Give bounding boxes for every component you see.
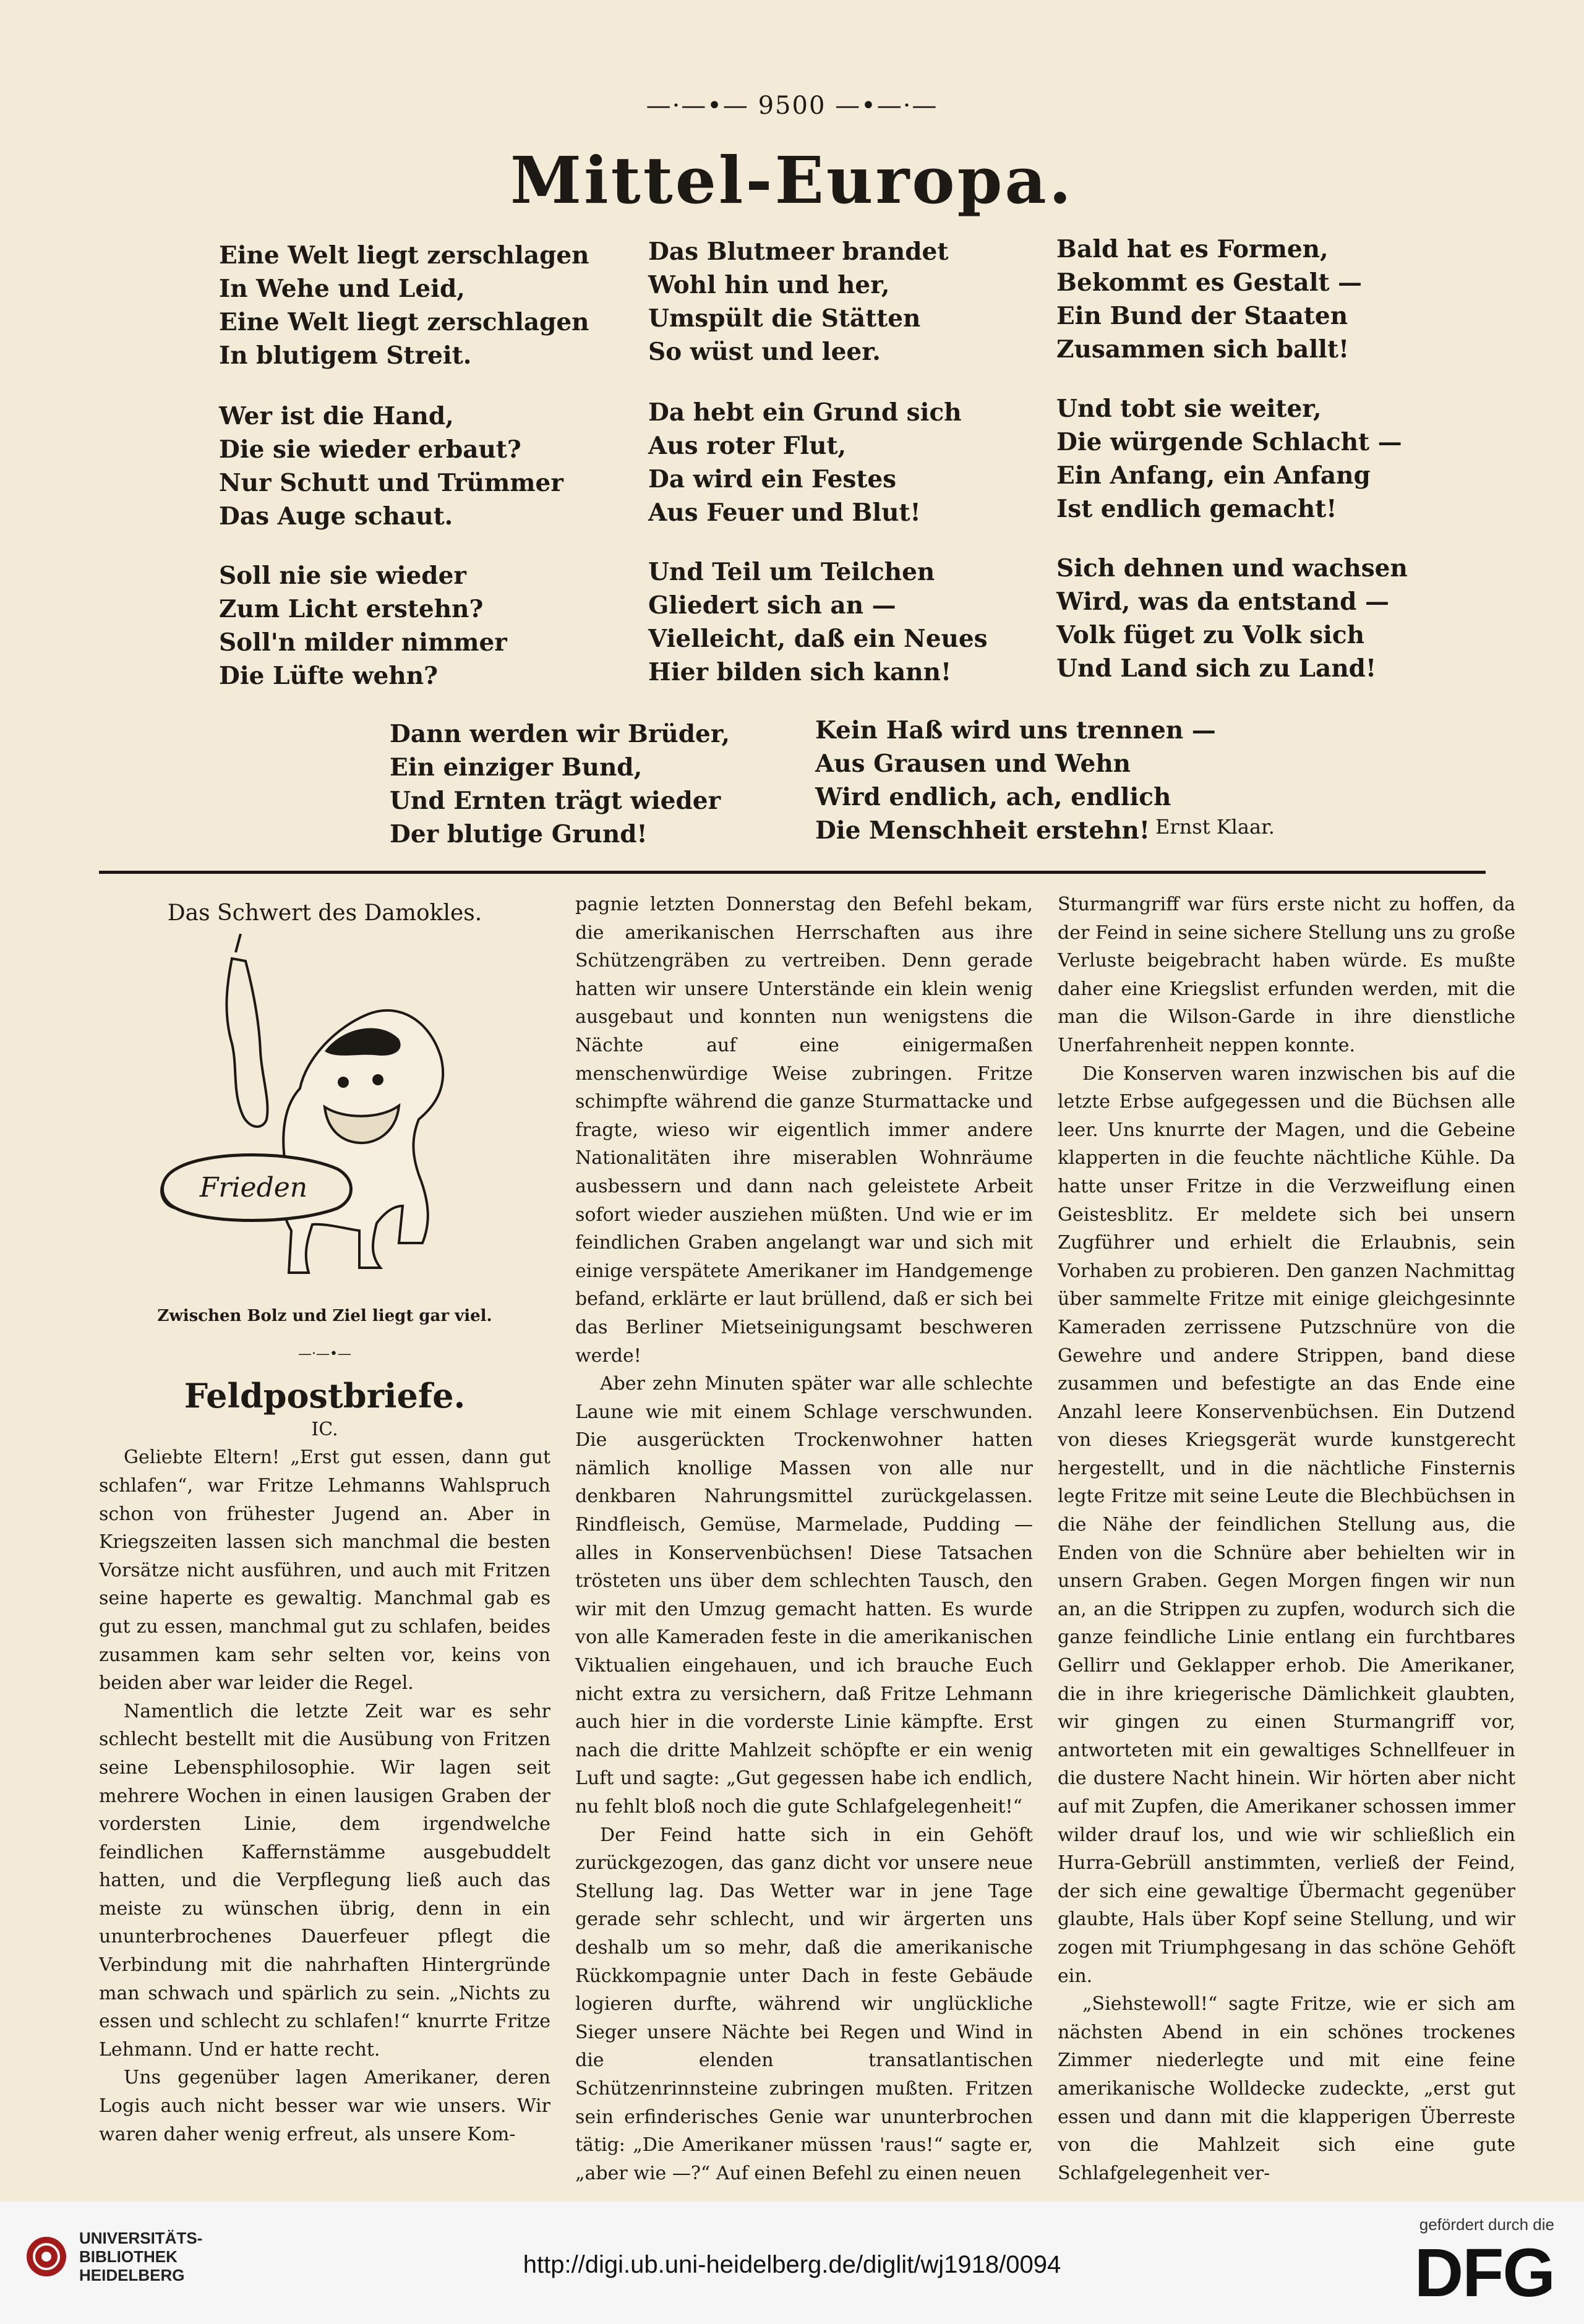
poem-line: Wer ist die Hand, [219,402,454,430]
poem-line: Und Teil um Teilchen [648,558,935,586]
article-column-2 [575,891,1033,2187]
article-column-1 [99,891,550,2148]
section-divider [99,871,1486,874]
page-number: —·—•— 9500 —•—·— [646,92,938,120]
poem-stanza [219,399,563,533]
poem-line: Wohl hin und her, [648,271,890,299]
article-paragraph: Aber zehn Minuten später war alle schlechte Laune wie mit einem Schlage verschwunden. Die ausgerückten Trockenwohner hatten nämlich knollige Massen von alle nur denkbaren Nahrungsmittel zurückgelassen. Rindfleisch, Gemüse, Marmelade, Pudding — alles in Konservenbüchsen! Diese Tatsachen trösteten uns über dem schlechten Tausch, den wir mit den Umzug gemacht hatten. Es wurde von alle Kameraden feste in die amerikanischen Viktualien eingehauen, und ich brauche Euch nicht extra zu versichern, daß Fritze Lehmann auch hier in die vorderste Linie kämpfte. Erst nach die dritte Mahlzeit schöpfte er ein wenig Luft und sagte: „Gut gegessen habe ich endlich, nu fehlt bloß noch die gute Schlafgelegenheit!“ [575,1373,1033,1818]
poem-line: Das Auge schaut. [219,502,453,531]
poem-stanza [1056,233,1362,366]
poem-title: Mittel-Europa. [510,142,1074,218]
poem-line: Da wird ein Festes [648,465,897,493]
cartoon-title: Das Schwert des Damokles. [167,900,482,926]
poem-line: Da hebt ein Grund sich [648,398,962,427]
sponsor-block [1414,2215,1554,2311]
article-paragraph: pagnie letzten Donnerstag den Befehl bekam, die amerikanischen Herrschaften aus ihre Schützengräben zu vertreiben. Denn gerade hatten wir unsere Unterstände ein klein wenig ausgebaut und konnten nun wenigstens die Nächte auf eine einigermaßen menschenwürdige Weise zubringen. Fritze schimpfte während die ganze Sturmattacke und fragte, wieso wir eigentlich immer andere Nationalitäten ihre miserablen Wohnräume ausbessern und dann nach geleistete Arbeit sofort wieder ausziehen müßten. Und wie er im feindlichen Graben angelangt war und sich mit einige verspätete Amerikaner im Handgemenge befand, erklärte er laut brüllend, daß er sich bei das Berliner Mietseinigungsamt beschweren werde! [575,894,1033,1367]
article-paragraph: Geliebte Eltern! „Erst gut essen, dann gut schlafen“, war Fritze Lehmanns Wahlspruch schon von frühester Jugend an. Aber in Kriegszeiten lassen sich manchmal die besten Vorsätze nicht ausführen, und auch mit Fritzen seine haperte es gewaltig. Manchmal gab es gut zu essen, manchmal gut zu schlafen, beides zusammen kam sehr selten vor, keins von beiden aber war leider die Regel. [99,1446,550,1694]
poem-line: Dann werden wir Brüder, [390,720,730,748]
article-paragraph: Uns gegenüber lagen Amerikaner, deren Logis auch nicht besser war wie unsers. Wir waren daher wenig erfreut, als unsere Kom- [99,2067,550,2145]
poem-line: Eine Welt liegt zerschlagen [219,308,589,336]
poem-line: Aus Feuer und Blut! [648,498,921,527]
poem-line: Ist endlich gemacht! [1056,495,1337,523]
poem-stanza [648,396,962,529]
poem-stanza [219,559,507,693]
poem-line: In Wehe und Leid, [219,275,465,303]
poem-line: Kein Haß wird uns trennen — [815,716,1216,745]
article-paragraph: Die Konserven waren inzwischen bis auf die letzte Erbse aufgegessen und die Büchsen alle leer. Uns knurrte der Magen, und die Gebeine klapperten in die feuchte nächtliche Kühle. Da hatte unser Fritze in die Verzweiflung einen Geistesblitz. Er meldete sich bei unsern Zugführer und erhielt die Erlaubnis, sein Vorhaben zu probieren. Den ganzen Nachmittag über sammelte Fritze mit einige gleichgesinnte Kameraden zerrissene Putzschnüre von die Gewehre und andere Strippen, band diese zusammen und befestigte an das Ende eine Anzahl leere Konservenbüchsen. Ein Dutzend von dieses Kriegsgerät wurde kunstgerecht hergestellt, und in die nächtliche Finsternis legte Fritze mit seine Leute die Blechbüchsen in die Nähe der feindlichen Stellung aus, die Enden von die Schnüre aber behielten wir in unsern Graben. Gegen Morgen fingen wir nun an, an die Strippen zu zupfen, wodurch sich die ganze feindliche Linie entlang ein furchtbares Gellirr und Geklapper erhob. Die Amerikaner, die in ihre kriegerische Dämlichkeit glaubten, wir gingen zu einen Sturmangriff vor, antworteten mit ein gewaltiges Schnellfeuer in die dustere Nacht hinein. Wir hörten aber nicht auf mit Zupfen, die Amerikaner schossen immer wilder drauf los, und wie wir schließlich ein Hurra-Gebrüll anstimmten, verließ der Feind, der sich eine gewaltige Übermacht gegenüber glaubte, Hals über Kopf seine Stellung, und wir zogen mit Triumphgesang in das schöne Gehöft ein. [1058,1062,1515,1987]
poem-line: Soll nie sie wieder [219,562,466,590]
poem-line: Aus Grausen und Wehn [815,750,1131,778]
poem-line: So wüst und leer. [648,338,881,366]
poem-line: Eine Welt liegt zerschlagen [219,241,589,270]
sponsor-label: gefördert durch die [1419,2215,1554,2234]
poem-line: Ein Anfang, ein Anfang [1056,461,1371,490]
poem-line: Bald hat es Formen, [1056,235,1329,263]
damocles-cartoon-illustration [139,934,510,1299]
poem-line: Aus roter Flut, [648,432,847,460]
poem-line: Bekommt es Gestalt — [1056,268,1363,297]
article-paragraph: Sturmangriff war fürs erste nicht zu hoffen, da der Feind in seine sichere Stellung uns zu große Verluste beigebracht haben würde. Es mußte daher eine Kriegslist erfunden werden, mit die man die Wilson-Garde in ihre dienstliche Unerfahrenheit neppen konnte. [1058,894,1515,1056]
article-paragraph: Der Feind hatte sich in ein Gehöft zurückgezogen, das ganz dicht vor unsere neue Stellung lag. Das Wetter war in jene Tage gerade sehr schlecht, und wir ärgerten uns deshalb um so mehr, daß die amerikanische Rückkompagnie unter Dach in feste Gebäude logieren durfte, während wir unglückliche Sieger unsere Nächte bei Regen und Wind in die elenden transatlantischen Schützenrinnsteine zubringen mußten. Fritzen sein erfinderisches Genie war ununterbrochen tätig: „Die Amerikaner müssen 'raus!“ sagte er, „aber wie —?“ Auf einen Befehl zu einen neuen [575,1824,1033,2184]
dfg-logo[interactable]: DFG [1414,2235,1554,2311]
poem-line: Wird endlich, ach, endlich [815,783,1171,811]
poem-line: Ein Bund der Staaten [1056,302,1348,330]
poem-line: Wird, was da entstand — [1056,587,1390,616]
poem-line: Sich dehnen und wachsen [1056,554,1408,583]
poem-line: Volk füget zu Volk sich [1056,621,1364,649]
poem-line: Gliedert sich an — [648,591,896,620]
poem-line: Die Lüfte wehn? [219,662,438,690]
poem-line: Umspült die Stätten [648,304,921,333]
poem-line: Zum Licht erstehn? [219,595,484,623]
poem-line: Der blutige Grund! [390,820,648,848]
article-title: Feldpostbriefe. [184,1375,466,1416]
poem-stanza [219,239,589,372]
university-name: UNIVERSITÄTS- BIBLIOTHEK HEIDELBERG [79,2229,203,2284]
poem-stanza [648,235,948,369]
poem-line: Ein einziger Bund, [390,753,643,782]
poem-line: Zusammen sich ballt! [1056,335,1350,364]
permalink-url[interactable]: http://digi.ub.uni-heidelberg.de/diglit/wj1918/0094 [523,2251,1061,2278]
poem-line: Und Land sich zu Land! [1056,654,1377,683]
article-column-3 [1058,891,1515,2187]
ornament-divider: —·—•— [298,1346,351,1362]
poem-line: Die würgende Schlacht — [1056,428,1402,456]
poem-line: Hier bilden sich kann! [648,658,952,686]
poem-line: In blutigem Streit. [219,341,472,370]
viewer-footer [0,2202,1584,2324]
poem-line: Und Ernten trägt wieder [390,787,721,815]
poem-stanza [648,555,988,689]
sausage-label: Frieden [199,1171,308,1203]
poem-line: Die sie wieder erbaut? [219,435,521,464]
cartoon-caption: Zwischen Bolz und Ziel liegt gar viel. [157,1306,492,1325]
poem-stanza [1056,392,1402,526]
poem-stanza [1056,552,1408,685]
poem-stanza [390,717,730,851]
poem-line: Soll'n milder nimmer [219,628,507,657]
article-number: IC. [311,1418,338,1440]
poem-line: Nur Schutt und Trümmer [219,469,563,497]
article-paragraph: „Siehstewoll!“ sagte Fritze, wie er sich am nächsten Abend in ein schönes trockenes Zimmer niederlegte und mit eine feine amerikanische Wolldecke zudeckte, „erst gut essen und dann mit die klapperigen Überreste von die Mahlzeit sich eine gute Schlafgelegenheit ver- [1058,1993,1515,2184]
page-number-value: 9500 [758,92,826,120]
poem-line: Das Blutmeer brandet [648,237,949,266]
poem-line: Vielleicht, daß ein Neues [648,625,988,653]
poem-line: Die Menschheit erstehn! [815,816,1150,845]
poem-author: Ernst Klaar. [1155,815,1275,839]
poem-line: Und tobt sie weiter, [1056,395,1322,423]
article-paragraph: Namentlich die letzte Zeit war es sehr schlecht bestellt mit die Ausübung von Fritzen seine Lebensphilosophie. Wir lagen seit mehrere Wochen in einen lausigen Graben der vordersten Linie, dem irgendwelche feindlichen Kaffernstämme ausgebuddelt hatten, und die Verpflegung ließ auch das meiste zu wünschen übrig, denn in ein ununterbrochenes Dauerfeuer pflegt die Verbindung mit die nahrhaften Hintergründe man schwach und spärlich zu sein. „Nichts zu essen und schlecht zu schlafen!“ knurrte Fritze Lehmann. Und er hatte recht. [99,1700,550,2061]
